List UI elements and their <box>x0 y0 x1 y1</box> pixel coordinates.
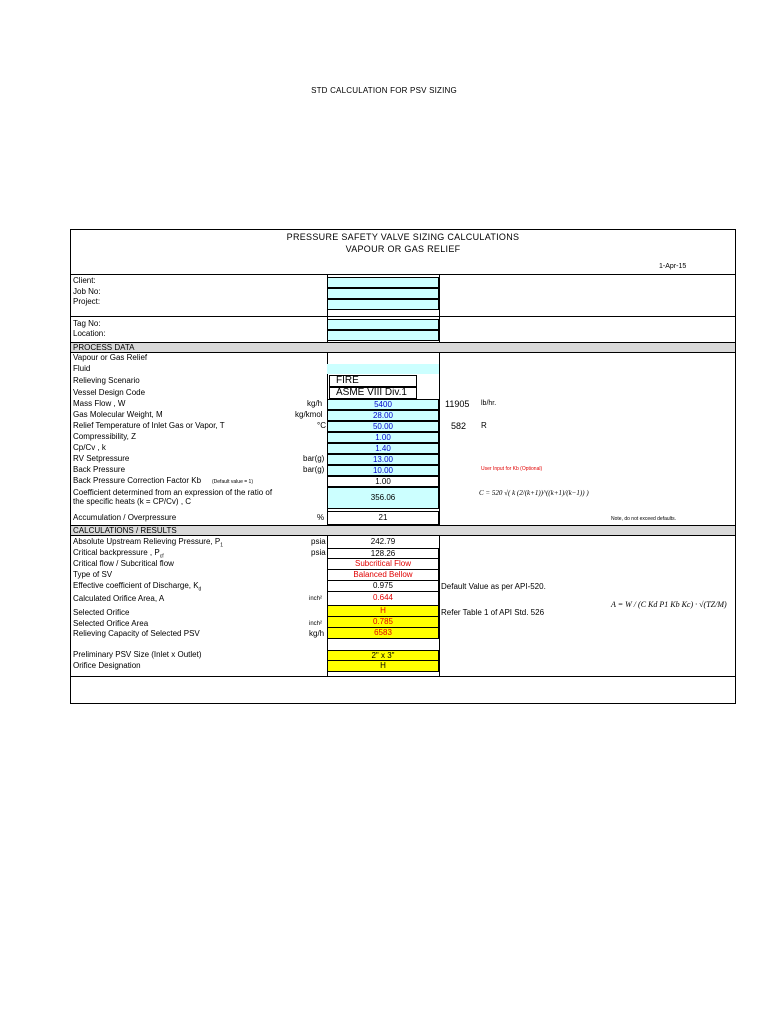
area-formula: A = W / (C Kd P1 Kb Kc) · √(TZ/M) <box>611 600 727 609</box>
job-no-input[interactable] <box>327 288 439 299</box>
mw-unit: kg/kmol <box>295 410 323 419</box>
kb-default-note: (Default value = 1) <box>212 479 253 485</box>
temperature-unit: °C <box>317 421 326 430</box>
results-header: CALCULATIONS / RESULTS <box>71 525 735 536</box>
calc-area-unit: inch² <box>309 596 323 602</box>
kd-label: Effective coefficient of Discharge, $K_d$ <box>73 581 202 593</box>
code-label: Vessel Design Code <box>73 388 146 397</box>
set-pressure-input[interactable]: 13.00 <box>327 454 439 465</box>
selected-area-unit: inch² <box>309 621 323 627</box>
project-input[interactable] <box>327 299 439 310</box>
location-label: Location: <box>73 329 106 338</box>
p1-value: 242.79 <box>370 537 396 546</box>
sheet-heading: PRESSURE SAFETY VALVE SIZING CALCULATIONS <box>286 232 520 242</box>
scenario-select[interactable]: FIRE <box>329 375 417 387</box>
kd-note: Default Value as per API-520. <box>441 582 546 591</box>
coefficient-label-line1: Coefficient determined from an expression of the ratio of <box>73 488 273 497</box>
selected-area-label: Selected Orifice Area <box>73 619 149 628</box>
flow-type-label: Critical flow / Subcritical flow <box>73 559 174 568</box>
orifice-table-note: Refer Table 1 of API Std. 526 <box>441 608 545 617</box>
tag-no-input[interactable] <box>327 319 439 330</box>
set-pressure-unit: bar(g) <box>303 454 325 463</box>
process-data-header: PROCESS DATA <box>71 342 735 353</box>
kb-input[interactable]: 1.00 <box>327 476 439 487</box>
mass-flow-lb-value: 11905 <box>445 399 470 409</box>
document-title: STD CALCULATION FOR PSV SIZING <box>311 86 457 95</box>
accumulation-label: Accumulation / Overpressure <box>73 513 177 522</box>
mass-flow-lb-unit: lb/hr. <box>481 400 497 407</box>
divider <box>439 536 440 676</box>
sheet-date: 1-Apr-15 <box>659 263 687 270</box>
mass-flow-input[interactable]: 5400 <box>327 399 439 410</box>
job-no-label: Job No: <box>73 287 101 296</box>
client-label: Client: <box>73 276 96 285</box>
calc-area-label: Calculated Orifice Area, A <box>73 594 165 603</box>
mw-input[interactable]: 28.00 <box>327 410 439 421</box>
divider <box>71 676 735 677</box>
coefficient-label-line2: the specific heats (k = CP/Cv) , C <box>73 497 192 506</box>
accumulation-input[interactable]: 21 <box>327 511 439 525</box>
temperature-rankine-unit: R <box>481 421 487 430</box>
pcf-label: Critical backpressure , $P_{cf}$ <box>73 548 164 560</box>
mw-label: Gas Molecular Weight, M <box>73 410 163 419</box>
pcf-unit: psia <box>311 548 326 557</box>
kd-value: 0.975 <box>327 581 439 592</box>
selected-orifice-value: H <box>327 606 439 617</box>
cp-cv-label: Cp/Cv , k <box>73 443 106 452</box>
capacity-value: 6583 <box>327 628 439 639</box>
designation-label: Orifice Designation <box>73 661 141 670</box>
mass-flow-label: Mass Flow , W <box>73 399 126 408</box>
calc-area-value: 0.644 <box>327 592 439 606</box>
code-select[interactable]: ASME VIII Div.1 <box>329 387 417 399</box>
accumulation-note: Note, do not exceed defaults. <box>611 516 677 522</box>
capacity-label: Relieving Capacity of Selected PSV <box>73 629 200 638</box>
p1-label: Absolute Upstream Relieving Pressure, $P_1$ <box>73 537 223 549</box>
fluid-label: Fluid <box>73 364 91 373</box>
cp-cv-input[interactable]: 1.40 <box>327 443 439 454</box>
selected-orifice-label: Selected Orifice <box>73 608 130 617</box>
vapour-subtitle: Vapour or Gas Relief <box>73 353 148 362</box>
psv-size-label: Preliminary PSV Size (Inlet x Outlet) <box>73 650 202 659</box>
designation-value: H <box>327 661 439 672</box>
scenario-label: Relieving Scenario <box>73 376 140 385</box>
divider <box>439 316 440 342</box>
psv-size-value: 2" x 3" <box>327 650 439 661</box>
kb-label: Back Pressure Correction Factor Kb <box>73 476 202 485</box>
selected-area-value: 0.785 <box>327 617 439 628</box>
sheet-subheading: VAPOUR OR GAS RELIEF <box>345 244 461 254</box>
sv-type-label: Type of SV <box>73 570 113 579</box>
calculation-sheet <box>70 229 736 704</box>
mass-flow-unit: kg/h <box>307 399 323 408</box>
coefficient-value: 356.06 <box>327 487 439 509</box>
sv-type-value: Balanced Bellow <box>327 570 439 581</box>
compressibility-input[interactable]: 1.00 <box>327 432 439 443</box>
tag-no-label: Tag No: <box>73 319 101 328</box>
c-formula: C = 520 √( k (2/(k+1))^((k+1)/(k−1)) ) <box>479 489 589 497</box>
temperature-label: Relief Temperature of Inlet Gas or Vapor, T <box>73 421 225 430</box>
back-pressure-label: Back Pressure <box>73 465 126 474</box>
divider <box>439 274 440 316</box>
capacity-unit: kg/h <box>309 629 325 638</box>
fluid-input[interactable] <box>327 364 439 374</box>
pcf-value: 128.26 <box>327 548 439 559</box>
client-input[interactable] <box>327 277 439 288</box>
kb-user-input-note: User Input for Kb (Optional) <box>481 466 543 472</box>
set-pressure-label: RV Setpressure <box>73 454 130 463</box>
project-label: Project: <box>73 297 101 306</box>
compressibility-label: Compressibility, Z <box>73 432 136 441</box>
divider <box>439 353 440 526</box>
flow-type-value: Subcritical Flow <box>327 559 439 570</box>
back-pressure-unit: bar(g) <box>303 465 325 474</box>
divider <box>71 274 735 275</box>
p1-unit: psia <box>311 537 326 546</box>
back-pressure-input[interactable]: 10.00 <box>327 465 439 476</box>
divider <box>71 316 735 317</box>
location-input[interactable] <box>327 330 439 341</box>
temperature-rankine-value: 582 <box>451 421 467 431</box>
temperature-input[interactable]: 50.00 <box>327 421 439 432</box>
accumulation-unit: % <box>317 513 325 522</box>
